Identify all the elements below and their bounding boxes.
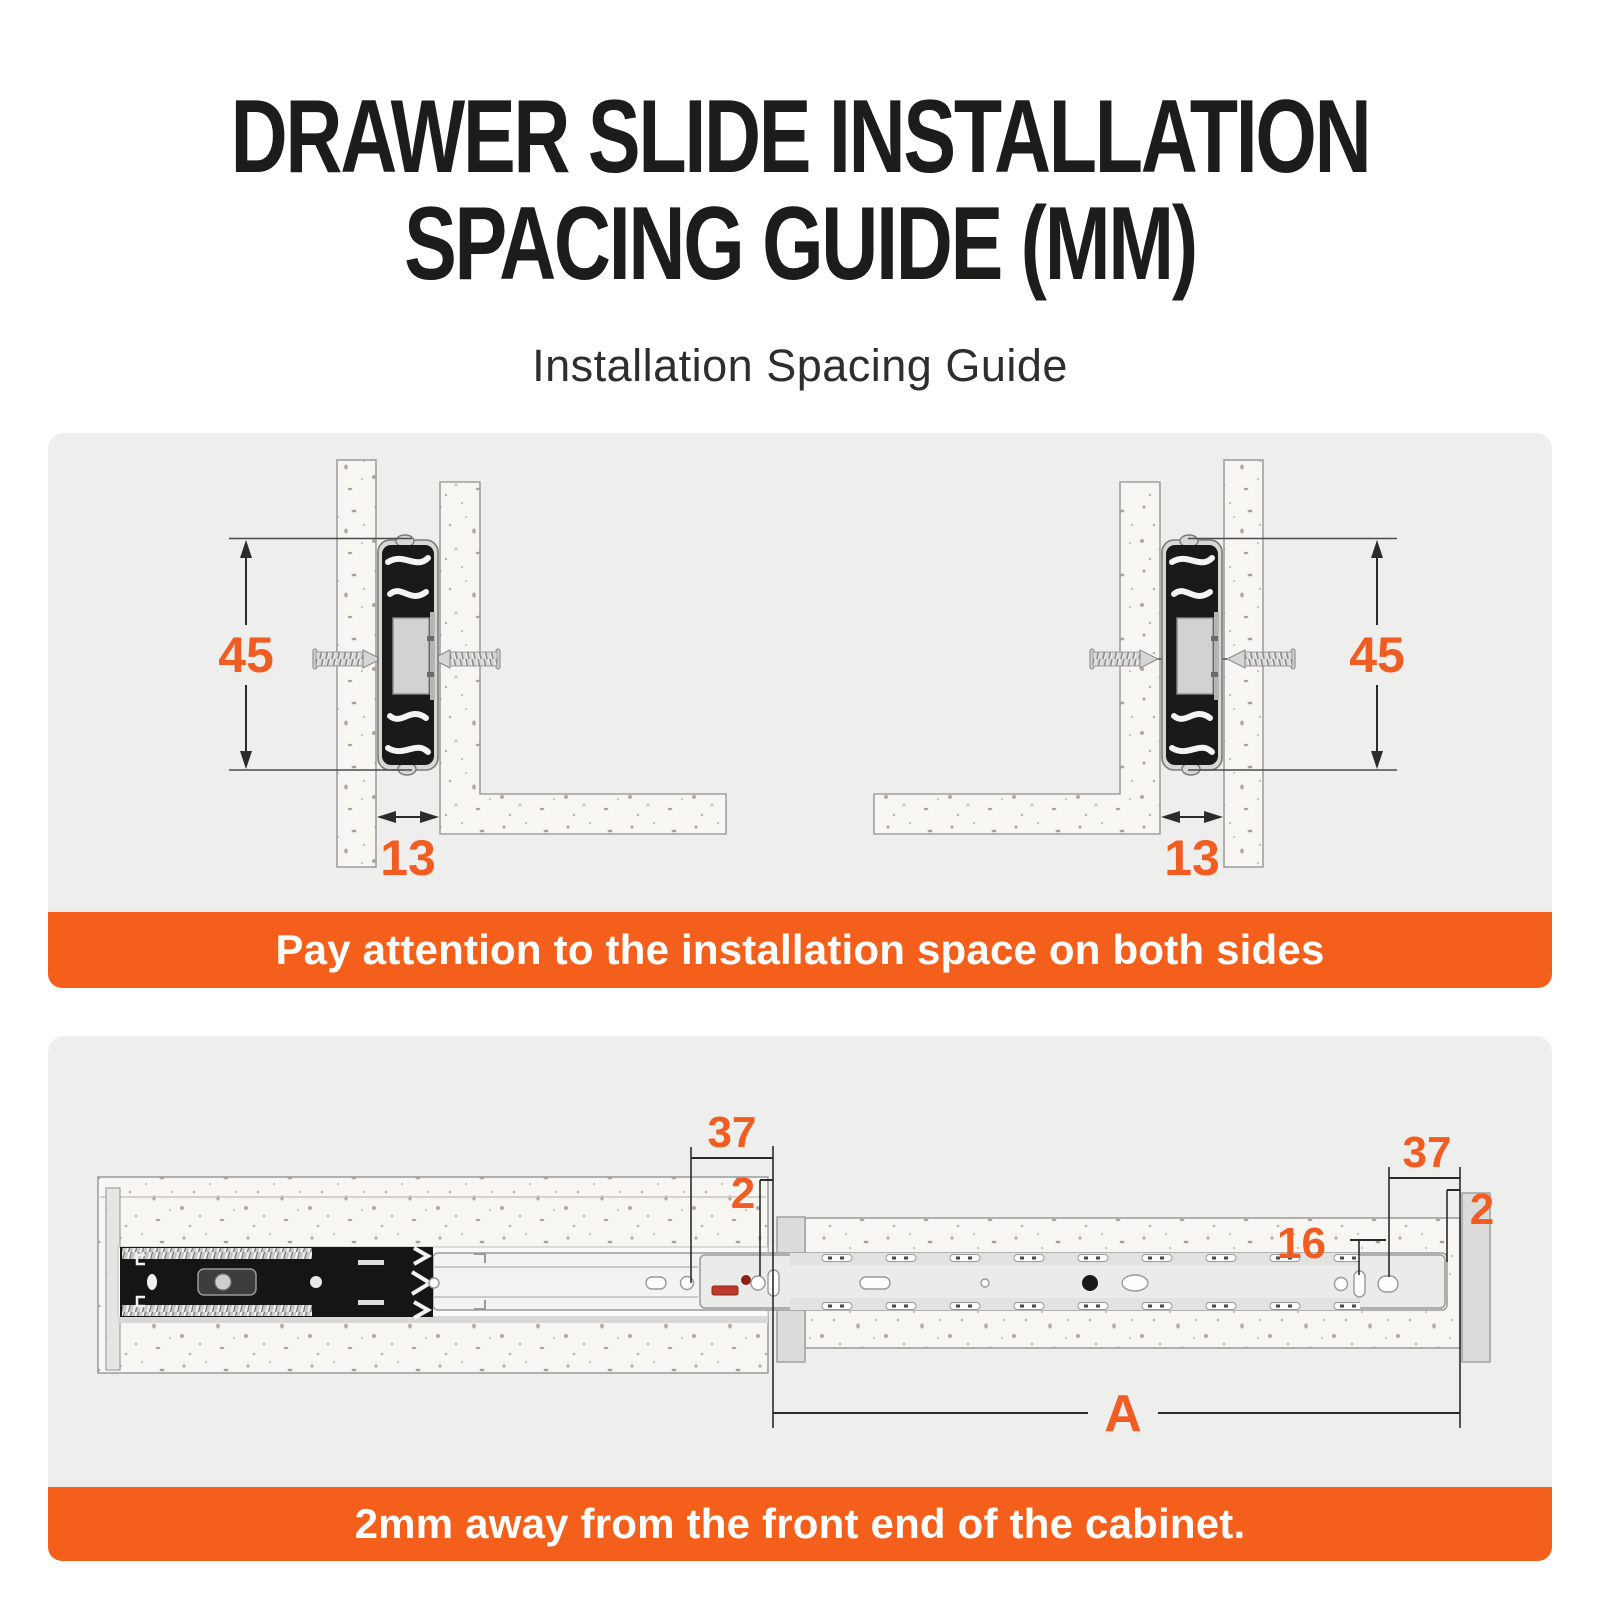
drawer-slide-extended (120, 1247, 1447, 1318)
gap-label: 13 (1164, 830, 1220, 886)
front-oval-hole (1378, 1276, 1398, 1292)
drawer-slide-cross-section (378, 535, 438, 775)
height-label: 45 (1349, 627, 1405, 683)
offset-label: 37 (1402, 1128, 1452, 1177)
dimension-gap-13 (1161, 811, 1223, 886)
page-subtitle: Installation Spacing Guide (532, 340, 1068, 391)
screw-slot (646, 1277, 666, 1289)
spacing-note-text: Pay attention to the installation space on both sides (275, 926, 1325, 973)
front-note-banner (48, 1487, 1552, 1561)
spacing-left-unit (218, 460, 726, 886)
spacing-diagram (48, 433, 1552, 912)
page-title (0, 79, 1600, 302)
drawer-slide-cross-section (1162, 535, 1222, 775)
front-offset-diagram-panel (48, 1036, 1552, 1487)
release-lever (712, 1286, 738, 1295)
ball-retainer-bottom (790, 1298, 1360, 1310)
length-label: A (1104, 1385, 1142, 1443)
dimension-gap-13 (377, 811, 439, 886)
slide-rear-member (120, 1247, 433, 1318)
offset-label: 37 (707, 1108, 757, 1157)
dimension-length-a (773, 1385, 1460, 1443)
spacing-right-unit (874, 460, 1405, 886)
rivet (741, 1275, 751, 1285)
gap-label: 2 (1469, 1185, 1495, 1234)
spacing-diagram-panel (48, 433, 1552, 912)
height-label: 45 (218, 627, 274, 683)
pitch-label: 16 (1277, 1219, 1326, 1268)
gap-label: 13 (380, 830, 436, 886)
front-offset-diagram (48, 1036, 1552, 1487)
spacing-note-banner (48, 912, 1552, 988)
rivet-hole (1082, 1275, 1098, 1291)
title-line-2: SPACING GUIDE (MM) (404, 186, 1196, 302)
gap-label: 2 (730, 1169, 756, 1218)
front-note-text: 2mm away from the front end of the cabinet. (354, 1500, 1246, 1547)
ball-retainer-top (790, 1253, 1360, 1265)
title-line-1: DRAWER SLIDE INSTALLATION (230, 79, 1370, 195)
